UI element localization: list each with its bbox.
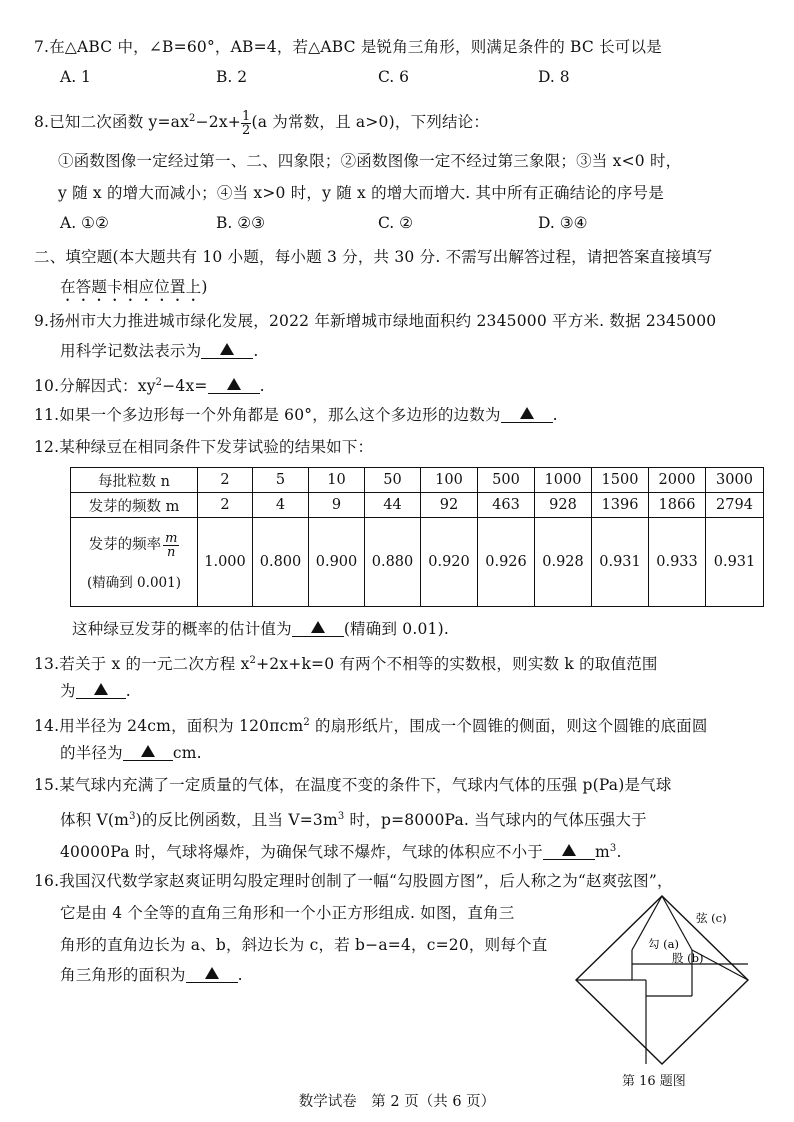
q9-answer-blank — [201, 340, 253, 359]
q8-option-a: A. ①② — [60, 214, 109, 232]
q10-pre: 10.分解因式：xy — [34, 377, 156, 396]
sprout-table — [70, 467, 764, 607]
table-cell: 0.933 — [649, 518, 706, 607]
q8-option-b: B. ②③ — [216, 214, 266, 232]
table-cell: 4 — [253, 493, 309, 518]
q8-line2: ①函数图像一定经过第一、二、四象限；②函数图像一定不经过第三象限；③当 x<0 时， — [58, 152, 682, 170]
q8-stem — [34, 104, 489, 137]
q8-line3: y 随 x 的增大而减小；④当 x>0 时，y 随 x 的增大而增大. 其中所有正确结论的序号是 — [58, 184, 664, 202]
q15-line3-end: . — [616, 843, 622, 862]
q15-answer-blank — [543, 841, 595, 860]
q15-line2-mid: )的反比例函数，且当 V=3m — [135, 811, 338, 830]
table-cell: 44 — [365, 493, 421, 518]
q12-answer-blank — [292, 618, 344, 637]
q13-post1: +2x+k=0 有两个不相等的实数根，则实数 k 的取值范围 — [256, 655, 658, 674]
row-header-frequency — [71, 518, 198, 607]
q12-stem: 12.某种绿豆在相同条件下发芽试验的结果如下： — [34, 438, 374, 456]
q13-line2-pre: 为 — [60, 682, 76, 700]
q14-pre: 14.用半径为 24cm，面积为 120πcm — [34, 717, 304, 736]
freq-frac-num: m — [165, 530, 178, 546]
q16-line3: 角形的直角边长为 a、b，斜边长为 c，若 b−a=4，c=20，则每个直 — [60, 936, 548, 954]
triangle-icon — [562, 844, 576, 856]
q13-line2 — [60, 680, 131, 702]
freq-label — [71, 532, 197, 559]
q16-line4-pre: 角三角形的面积为 — [60, 966, 186, 984]
label-xian: 弦 (c) — [696, 911, 727, 925]
table-row — [71, 518, 764, 607]
triangle-icon — [220, 343, 234, 355]
q12-after-pre: 这种绿豆发芽的概率的估计值为 — [72, 620, 292, 638]
table-cell: 1.000 — [198, 518, 253, 607]
q15-line3-post: m — [595, 843, 610, 862]
triangle-icon — [141, 745, 155, 757]
q13-pre: 13.若关于 x 的一元二次方程 x — [34, 655, 250, 674]
table-cell: 2794 — [706, 493, 764, 518]
q7-option-c: C. 6 — [378, 68, 410, 86]
section2-emphasis: 在答题卡相应位置上 — [60, 278, 202, 296]
table-cell: 2000 — [649, 468, 706, 493]
q14-line2-post: cm. — [172, 744, 202, 762]
q15-line2-pre: 体积 V(m — [60, 811, 130, 830]
table-cell: 1396 — [592, 493, 649, 518]
table-cell: 2 — [198, 468, 253, 493]
q9-line2 — [60, 340, 258, 362]
q10-mid: −4x= — [162, 377, 208, 396]
table-cell: 1866 — [649, 493, 706, 518]
table-cell: 3000 — [706, 468, 764, 493]
q10-answer-blank — [208, 375, 260, 394]
q9-line2-post: . — [253, 342, 259, 360]
q16-line4 — [60, 964, 243, 986]
q12-after-post: (精确到 0.01). — [343, 620, 449, 638]
table-cell: 50 — [365, 468, 421, 493]
q12-after — [72, 618, 449, 640]
q13-line2-post: . — [125, 682, 131, 700]
q13-sup: 2 — [249, 655, 257, 666]
table-cell: 5 — [253, 468, 309, 493]
q15-line3-sup: 3 — [609, 843, 617, 854]
table-cell: 0.920 — [421, 518, 478, 607]
q8-stem-pre: 8.已知二次函数 y=ax — [34, 113, 190, 132]
figure-caption: 第 16 题图 — [622, 1074, 686, 1089]
table-cell: 1000 — [535, 468, 592, 493]
q15-line2-sup: 3 — [129, 811, 136, 822]
table-cell: 92 — [421, 493, 478, 518]
triangle-icon — [205, 967, 219, 979]
section2-line2 — [60, 276, 208, 305]
q7-stem: 7.在△ABC 中，∠B=60°，AB=4，若△ABC 是锐角三角形，则满足条件的 BC 长可以是 — [34, 38, 662, 56]
q15-line3-pre: 40000Pa 时，气球将爆炸，为确保气球不爆炸，气球的体积应不小于 — [60, 843, 544, 862]
q14-line2 — [60, 742, 202, 764]
triangle-icon — [94, 683, 108, 695]
table-cell: 9 — [309, 493, 365, 518]
freq-precision: (精确到 0.001) — [87, 574, 181, 591]
table-cell: 0.931 — [592, 518, 649, 607]
q13-line1 — [34, 650, 658, 675]
section2-close-paren: ) — [201, 278, 208, 296]
q9-line1: 9.扬州市大力推进城市绿化发展，2022 年新增城市绿地面积约 2345000 平方米. 数据 2345000 — [34, 312, 717, 330]
q14-line2-pre: 的半径为 — [60, 744, 123, 762]
row-header-m: 发芽的频数 m — [71, 493, 198, 518]
triangle-icon — [520, 407, 534, 419]
freq-fraction — [163, 532, 179, 559]
q14-post1: 的扇形纸片，围成一个圆锥的侧面，则这个圆锥的底面圆 — [309, 717, 708, 736]
q14-sup: 2 — [303, 717, 310, 728]
q10-post: . — [259, 377, 265, 396]
q8-options — [60, 212, 760, 234]
q11-post: . — [552, 406, 558, 424]
table-cell: 0.880 — [365, 518, 421, 607]
q9-line2-pre: 用科学记数法表示为 — [60, 342, 202, 360]
q8-option-d: D. ③④ — [538, 214, 588, 232]
q15-line3 — [60, 838, 622, 863]
q8-stem-post: (a 为常数，且 a>0)，下列结论： — [251, 113, 490, 132]
table-cell: 463 — [478, 493, 535, 518]
table-cell: 0.926 — [478, 518, 535, 607]
q14-answer-blank — [123, 742, 173, 761]
q11-line — [34, 404, 558, 426]
q8-stem-mid: −2x+ — [195, 113, 241, 132]
triangle-icon — [311, 621, 325, 633]
label-gou: 勾 (a) — [648, 937, 679, 951]
table-cell: 0.931 — [706, 518, 764, 607]
q8-frac-den: 2 — [242, 122, 251, 138]
q10-sup: 2 — [155, 377, 163, 388]
q16-line4-post: . — [237, 966, 243, 984]
q7-option-b: B. 2 — [216, 68, 248, 86]
table-cell: 500 — [478, 468, 535, 493]
table-cell: 0.800 — [253, 518, 309, 607]
table-cell: 10 — [309, 468, 365, 493]
q16-answer-blank — [186, 964, 238, 983]
table-cell: 100 — [421, 468, 478, 493]
row-header-n: 每批粒数 n — [71, 468, 198, 493]
q8-stem-sup: 2 — [189, 113, 196, 124]
table-cell: 1500 — [592, 468, 649, 493]
page-footer: 数学试卷 第 2 页（共 6 页） — [298, 1094, 496, 1110]
q8-frac-num: 1 — [242, 108, 251, 124]
q11-pre: 11.如果一个多边形每一个外角都是 60°，那么这个多边形的边数为 — [34, 406, 501, 424]
q8-option-c: C. ② — [378, 214, 414, 232]
q7-option-d: D. 8 — [538, 68, 570, 86]
q15-line2-post: 时，p=8000Pa. 当气球内的气体压强大于 — [344, 811, 647, 830]
triangle-icon — [227, 378, 241, 390]
q7-option-a: A. 1 — [60, 68, 91, 86]
table-cell: 2 — [198, 493, 253, 518]
q15-line2-sup2: 3 — [337, 811, 345, 822]
q13-answer-blank — [76, 680, 126, 699]
table-cell: 0.928 — [535, 518, 592, 607]
zhao-shuang-diagram — [574, 892, 750, 1068]
freq-label-text: 发芽的频率 — [88, 537, 162, 553]
q14-line1 — [34, 712, 708, 737]
q15-line2 — [60, 806, 647, 831]
q15-line1: 15.某气球内充满了一定质量的气体，在温度不变的条件下，气球内气体的压强 p(Pa)是气球 — [34, 776, 672, 794]
q16-line1: 16.我国汉代数学家赵爽证明勾股定理时创制了一幅“勾股圆方图”，后人称之为“赵爽弦图”， — [34, 872, 673, 890]
table-row — [71, 493, 764, 518]
table-cell: 928 — [535, 493, 592, 518]
q10-line — [34, 372, 265, 397]
freq-frac-den: n — [167, 544, 176, 560]
table-cell: 0.900 — [309, 518, 365, 607]
q16-line2: 它是由 4 个全等的直角三角形和一个小正方形组成. 如图，直角三 — [60, 904, 515, 922]
section2-heading: 二、填空题(本大题共有 10 小题，每小题 3 分，共 30 分. 不需写出解答过程，请把答案直接填写 — [34, 248, 713, 266]
table-row — [71, 468, 764, 493]
label-gu: 股 (b) — [672, 951, 704, 965]
q8-fraction — [241, 110, 251, 137]
q7-options — [60, 66, 760, 88]
q11-answer-blank — [501, 404, 553, 423]
